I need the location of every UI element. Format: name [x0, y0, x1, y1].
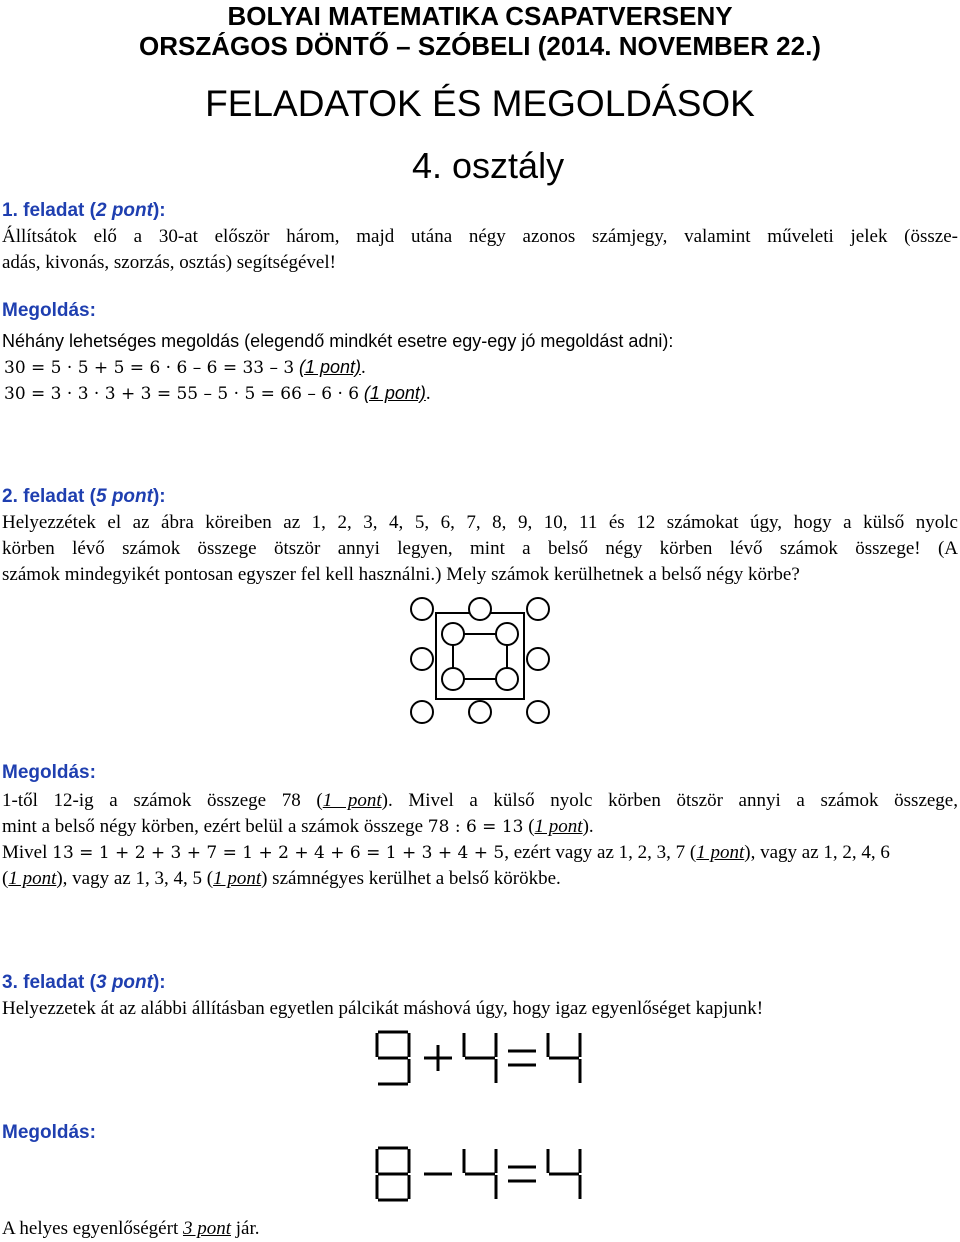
task1-text-line1: Állítsátok elő a 30-at először három, majd utána négy azonos számjegy, valamint műveleti jelek (össze- [2, 226, 958, 247]
task2-heading-end: ): [152, 486, 166, 507]
sol-text: ), vagy az 1, 3, 4, 5 ( [56, 868, 214, 889]
equation2-expr: 30 = 3 · 3 · 3 + 3 = 55 – 5 · 5 = 66 – 6 · 6 [4, 384, 360, 404]
task1-heading-text: 1. feladat ( [2, 200, 96, 221]
task2-solution-label: Megoldás: [2, 762, 96, 783]
task3-text: Helyezzetek át az alábbi állításban egyetlen pálcikát máshová úgy, hogy igaz egyenlőséget kapjunk! [2, 998, 764, 1019]
page-title: FELADATOK ÉS MEGOLDÁSOK [205, 83, 755, 124]
task3-heading [2, 972, 166, 994]
inner-circle [442, 623, 464, 645]
final-text: A helyes egyenlőségért [2, 1218, 183, 1239]
sol-text: mint a belső négy körben, ezért belül a számok összege [2, 816, 428, 837]
task2-solution-line4 [2, 866, 561, 892]
sol-text: 1-től 12-ig a számok összege 78 ( [2, 790, 323, 811]
sol-text: ). [582, 816, 594, 837]
outer-circle [527, 598, 549, 620]
matchstick-puzzle [372, 1028, 592, 1088]
task3-heading-text: 3. feladat ( [2, 972, 96, 993]
task1-solution-label: Megoldás: [2, 300, 96, 321]
sol-text: ). Mivel a külső nyolc körben ötször annyi a számok összege, [381, 790, 958, 811]
competition-subtitle: ORSZÁGOS DÖNTŐ – SZÓBELI (2014. NOVEMBER 22.) [139, 31, 821, 61]
outer-circle [469, 598, 491, 620]
task3-final [2, 1216, 260, 1242]
task2-points: 5 pont [95, 486, 153, 507]
sol-math: 13 = 1 + 2 + 3 + 7 = 1 + 2 + 4 + 6 = 1 + 3 + 4 + 5 [52, 843, 505, 863]
sol-text: ) számnégyes kerülhet a belső körökbe. [261, 868, 561, 889]
sol-math: 78 : 6 = 13 [427, 817, 524, 837]
sol-text: , ezért vagy az 1, 2, 3, 7 ( [504, 842, 697, 863]
task1-text-line2: adás, kivonás, szorzás, osztás) segítségével! [2, 252, 336, 273]
outer-circle [411, 598, 433, 620]
task1-solution-intro: Néhány lehetséges megoldás (elegendő mindkét esetre egy-egy jó megoldást adni): [2, 331, 674, 351]
task3-heading-end: ): [152, 972, 166, 993]
final-text: jár. [231, 1218, 260, 1239]
task2-text-line3: számok mindegyikét pontosan egyszer fel kell használni.) Mely számok kerülhetnek a belső négy körbe? [2, 564, 800, 585]
outer-circle [469, 701, 491, 723]
outer-circle [411, 648, 433, 670]
competition-title: BOLYAI MATEMATIKA CSAPATVERSENY [227, 1, 733, 31]
sol-text: ), vagy az 1, 2, 4, 6 [744, 842, 890, 863]
task2-solution-line2 [2, 814, 594, 840]
sol-score: 1 pont [534, 816, 583, 837]
task2-text-line1: Helyezzétek el az ábra köreiben az 1, 2, 3, 4, 5, 6, 7, 8, 9, 10, 11 és 12 számokat úgy, hogy a külső nyolc [2, 512, 958, 533]
equation2-end: . [425, 383, 431, 404]
equation1-expr: 30 = 5 · 5 + 5 = 6 · 6 – 6 = 33 – 3 [4, 358, 295, 378]
task2-solution-line1 [2, 788, 958, 814]
sol-score: 1 pont [213, 868, 262, 889]
equation1-end: . [361, 357, 366, 378]
task2-solution-line3 [2, 840, 890, 866]
outer-circle [411, 701, 433, 723]
task3-solution-label: Megoldás: [2, 1122, 96, 1143]
circle-diagram [400, 590, 560, 730]
sol-score: 1 pont [8, 868, 57, 889]
inner-circle [496, 668, 518, 690]
inner-circle [442, 668, 464, 690]
task1-heading-end: ): [152, 200, 166, 221]
task2-heading [2, 486, 166, 508]
matchstick-solution [372, 1144, 592, 1206]
task1-heading [2, 200, 166, 222]
equation2-score: (1 pont) [363, 383, 426, 403]
sol-text: Mivel [2, 842, 53, 863]
final-score: 3 pont [182, 1218, 232, 1239]
task1-equation1 [4, 354, 366, 381]
outer-circle [527, 701, 549, 723]
task1-points: 2 pont [95, 200, 153, 221]
sol-text: ( [2, 868, 9, 889]
task2-heading-text: 2. feladat ( [2, 486, 96, 507]
inner-circle [496, 623, 518, 645]
task2-text-line2: körben lévő számok összege ötször annyi legyen, mint a belső négy körben lévő számok összege! (A [2, 538, 958, 559]
sol-text: ( [523, 816, 535, 837]
task3-points: 3 pont [95, 972, 153, 993]
sol-score: 1 pont [322, 790, 382, 811]
outer-circle [527, 648, 549, 670]
equation1-score: (1 pont) [298, 357, 362, 377]
task1-equation2 [4, 380, 431, 407]
grade-heading: 4. osztály [412, 145, 565, 186]
sol-score: 1 pont [696, 842, 745, 863]
